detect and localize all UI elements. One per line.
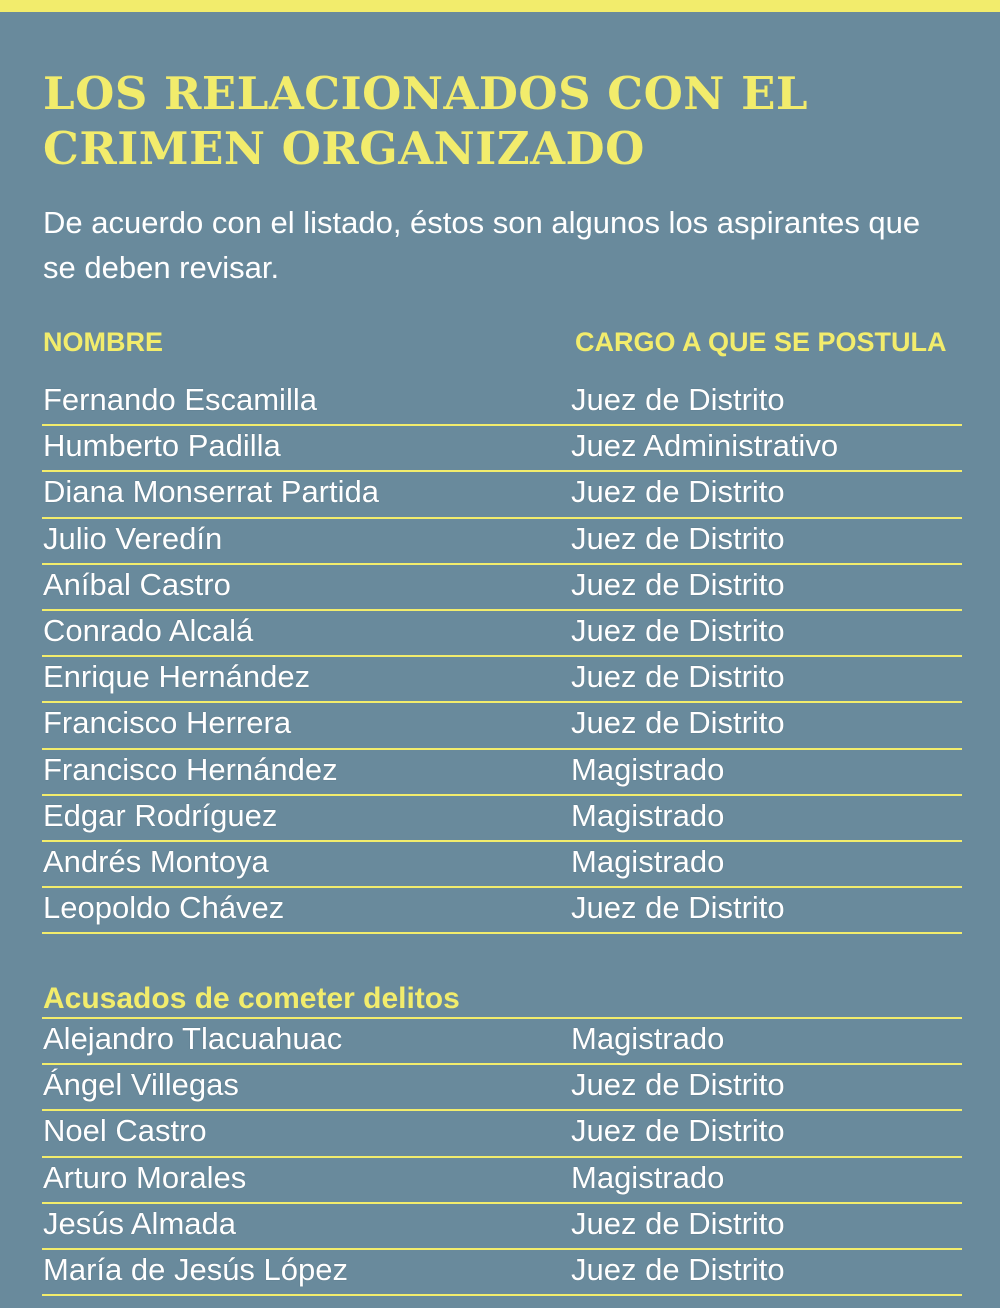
intro-text: De acuerdo con el listado, éstos son algunos los aspirantes que se deben revisar. — [43, 205, 921, 285]
table-row — [42, 1158, 962, 1204]
table-row — [42, 426, 962, 472]
table-row — [42, 657, 962, 703]
candidate-post: Juez de Distrito — [571, 659, 785, 695]
candidate-post: Magistrado — [571, 797, 725, 833]
candidate-post: Magistrado — [571, 843, 725, 879]
table-row — [42, 888, 962, 934]
candidate-name: Noel Castro — [43, 1113, 207, 1149]
candidate-post: Magistrado — [571, 751, 725, 787]
candidate-name: Arturo Morales — [43, 1159, 247, 1195]
title-line-1: LOS RELACIONADOS CON EL — [43, 67, 809, 120]
candidate-post: Juez de Distrito — [571, 1067, 785, 1103]
candidate-post: Juez de Distrito — [571, 382, 785, 417]
table-row — [42, 1250, 962, 1296]
candidate-name: Conrado Alcalá — [43, 612, 254, 648]
candidate-post: Magistrado — [571, 1159, 725, 1195]
accused-heading: Acusados de cometer delitos — [42, 980, 962, 1019]
candidate-post: Juez de Distrito — [571, 1205, 785, 1241]
accused-table — [42, 980, 962, 1296]
candidate-name: Ángel Villegas — [43, 1067, 239, 1103]
candidate-name: Jesús Almada — [43, 1205, 236, 1241]
table-row — [42, 611, 962, 657]
candidate-name: Aníbal Castro — [43, 566, 231, 602]
candidate-post: Juez de Distrito — [571, 1113, 785, 1149]
table-row — [42, 1019, 962, 1065]
accused-rows — [42, 1019, 962, 1296]
candidate-name: Francisco Herrera — [43, 705, 292, 741]
candidate-name: Julio Veredín — [43, 520, 223, 556]
table-row — [42, 842, 962, 888]
candidate-post: Juez de Distrito — [571, 890, 785, 926]
table-row — [42, 703, 962, 749]
candidate-name: Fernando Escamilla — [43, 382, 317, 417]
table-row — [42, 519, 962, 565]
candidate-name: Leopoldo Chávez — [43, 890, 285, 926]
candidate-name: Andrés Montoya — [43, 843, 269, 879]
candidate-post: Juez de Distrito — [571, 612, 785, 648]
candidate-name: María de Jesús López — [43, 1251, 349, 1287]
title-line-2: CRIMEN ORGANIZADO — [43, 122, 645, 175]
page-title — [43, 66, 943, 176]
top-accent-bar — [0, 0, 1000, 12]
candidate-post: Juez de Distrito — [571, 566, 785, 602]
table-row — [42, 796, 962, 842]
candidate-name: Enrique Hernández — [43, 659, 311, 695]
candidate-name: Diana Monserrat Partida — [43, 474, 379, 510]
candidate-post: Juez de Distrito — [571, 474, 785, 510]
candidate-name: Humberto Padilla — [43, 428, 281, 464]
candidate-post: Juez de Distrito — [571, 1251, 785, 1287]
table-row — [42, 380, 962, 426]
candidate-name: Edgar Rodríguez — [43, 797, 278, 833]
table-row — [42, 472, 962, 518]
table-row — [42, 750, 962, 796]
candidate-name: Alejandro Tlacuahuac — [43, 1021, 343, 1056]
candidate-post: Juez de Distrito — [571, 705, 785, 741]
candidate-post: Magistrado — [571, 1021, 725, 1056]
column-header-name: NOMBRE — [43, 327, 163, 357]
candidate-post: Juez Administrativo — [571, 428, 839, 464]
table-row — [42, 1204, 962, 1250]
column-header-post: CARGO A QUE SE POSTULA — [575, 327, 947, 357]
table-row — [42, 565, 962, 611]
candidate-post: Juez de Distrito — [571, 520, 785, 556]
candidate-name: Francisco Hernández — [43, 751, 338, 787]
organized-crime-table — [42, 380, 962, 934]
table-row — [42, 1065, 962, 1111]
table-row — [42, 1111, 962, 1157]
